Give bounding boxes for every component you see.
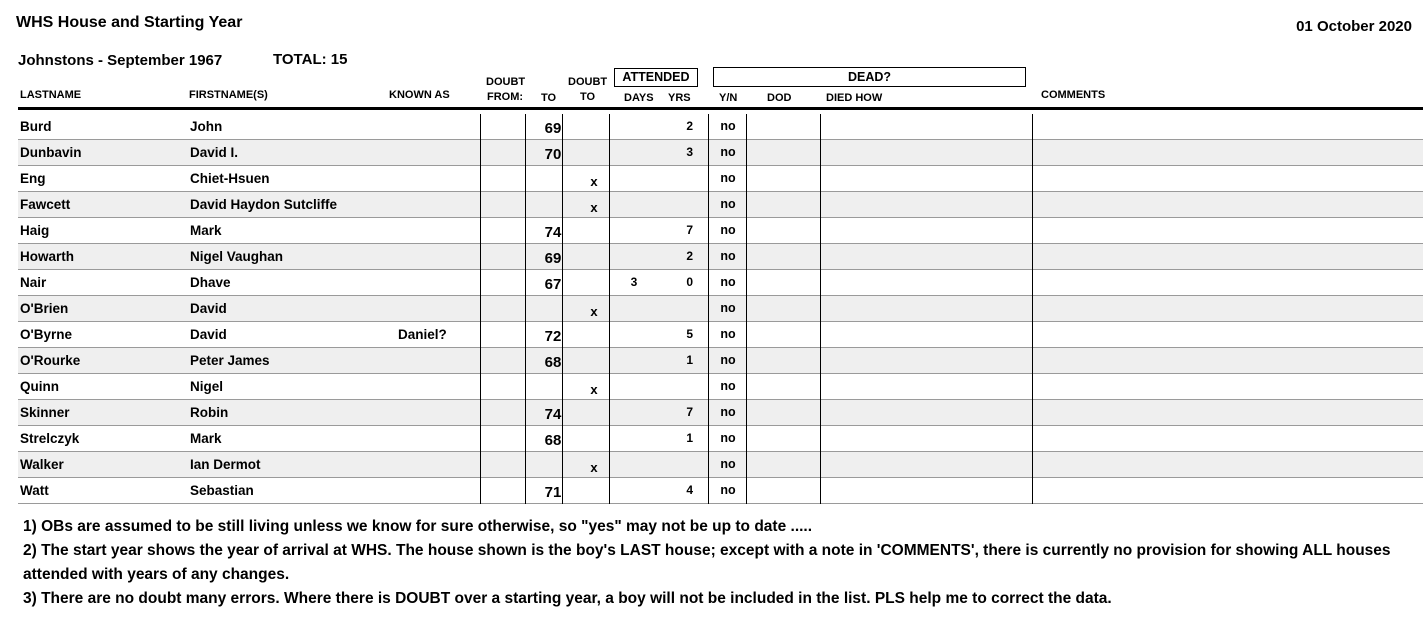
yrs-cell: 5 bbox=[686, 327, 693, 341]
to-year-cell: 70 bbox=[544, 146, 562, 163]
lastname-cell: Dunbavin bbox=[20, 145, 82, 160]
to-year-cell: 74 bbox=[544, 224, 562, 241]
lastname-cell: Walker bbox=[20, 457, 64, 472]
table-row bbox=[18, 478, 1423, 504]
firstname-cell: Nigel Vaughan bbox=[190, 249, 284, 264]
column-divider bbox=[820, 192, 821, 218]
yrs-cell bbox=[658, 192, 693, 217]
yrs-cell: 2 bbox=[686, 119, 693, 133]
dead-yn-cell: no bbox=[720, 249, 736, 263]
column-divider bbox=[820, 452, 821, 478]
column-divider bbox=[820, 400, 821, 426]
doubt-to-cell: x bbox=[590, 304, 598, 319]
column-divider bbox=[820, 244, 821, 270]
column-divider bbox=[820, 218, 821, 244]
column-divider bbox=[480, 192, 481, 218]
to-year-cell bbox=[526, 454, 580, 479]
to-year-cell: 72 bbox=[544, 328, 562, 345]
house-subtitle: Johnstons - September 1967 bbox=[18, 52, 223, 69]
to-year-cell: 74 bbox=[544, 406, 562, 423]
firstname-cell: David Haydon Sutcliffe bbox=[190, 197, 338, 212]
column-divider bbox=[480, 322, 481, 348]
column-divider bbox=[820, 140, 821, 166]
doubt-to-cell: x bbox=[590, 200, 598, 215]
yrs-cell: 0 bbox=[686, 275, 693, 289]
days-cell bbox=[610, 114, 658, 139]
dead-yn-cell: no bbox=[720, 457, 736, 471]
firstname-cell: Peter James bbox=[190, 353, 270, 368]
lastname-cell: Haig bbox=[20, 223, 50, 238]
firstname-cell: Mark bbox=[190, 431, 222, 446]
doubt-to-cell bbox=[580, 221, 608, 246]
days-cell bbox=[610, 140, 658, 165]
column-divider bbox=[480, 140, 481, 166]
table-row bbox=[18, 400, 1423, 426]
table-row bbox=[18, 348, 1423, 374]
to-year-cell: 71 bbox=[544, 484, 562, 501]
table-row bbox=[18, 270, 1423, 296]
doubt-to-cell bbox=[580, 247, 608, 272]
col-doubt-to-line2: TO bbox=[580, 91, 596, 103]
column-divider bbox=[1032, 114, 1033, 140]
column-divider bbox=[480, 478, 481, 504]
lastname-cell: Strelczyk bbox=[20, 431, 80, 446]
yrs-cell: 3 bbox=[686, 145, 693, 159]
column-divider bbox=[820, 426, 821, 452]
lastname-cell: Quinn bbox=[20, 379, 59, 394]
yrs-cell: 1 bbox=[686, 353, 693, 367]
dead-yn-cell: no bbox=[720, 197, 736, 211]
column-divider bbox=[1032, 244, 1033, 270]
doubt-to-cell: x bbox=[590, 174, 598, 189]
firstname-cell: Nigel bbox=[190, 379, 224, 394]
firstname-cell: Sebastian bbox=[190, 483, 254, 498]
table-row bbox=[18, 114, 1423, 140]
column-divider bbox=[1032, 218, 1033, 244]
days-cell bbox=[610, 400, 658, 425]
to-year-cell: 67 bbox=[544, 276, 562, 293]
yrs-cell bbox=[658, 296, 693, 321]
yrs-cell bbox=[658, 452, 693, 477]
table-row bbox=[18, 140, 1423, 166]
column-divider bbox=[480, 426, 481, 452]
yrs-cell: 7 bbox=[686, 223, 693, 237]
column-divider bbox=[480, 244, 481, 270]
col-dod: DOD bbox=[767, 92, 792, 104]
column-divider bbox=[1032, 296, 1033, 322]
report-date: 01 October 2020 bbox=[1296, 18, 1412, 35]
column-divider bbox=[1032, 348, 1033, 374]
dead-yn-cell: no bbox=[720, 275, 736, 289]
column-divider bbox=[820, 322, 821, 348]
dead-yn-cell: no bbox=[720, 353, 736, 367]
yrs-cell: 4 bbox=[686, 483, 693, 497]
days-cell bbox=[610, 426, 658, 451]
col-comments: COMMENTS bbox=[1041, 89, 1106, 101]
lastname-cell: Eng bbox=[20, 171, 46, 186]
col-doubt-from-line2: FROM: bbox=[487, 91, 524, 103]
days-cell bbox=[610, 296, 658, 321]
dead-yn-cell: no bbox=[720, 171, 736, 185]
lastname-cell: Howarth bbox=[20, 249, 74, 264]
yrs-cell: 7 bbox=[686, 405, 693, 419]
days-cell: 3 bbox=[630, 275, 638, 289]
header-divider bbox=[18, 107, 1423, 110]
doubt-to-cell bbox=[580, 117, 608, 142]
lastname-cell: Watt bbox=[20, 483, 49, 498]
yrs-cell: 1 bbox=[686, 431, 693, 445]
column-divider bbox=[1032, 478, 1033, 504]
lastname-cell: O'Brien bbox=[20, 301, 69, 316]
days-cell bbox=[610, 166, 658, 191]
column-divider bbox=[1032, 426, 1033, 452]
dead-yn-cell: no bbox=[720, 119, 736, 133]
days-cell bbox=[610, 218, 658, 243]
days-cell bbox=[610, 348, 658, 373]
col-yn: Y/N bbox=[719, 92, 738, 104]
to-year-cell bbox=[526, 376, 580, 401]
column-divider bbox=[1032, 140, 1033, 166]
column-divider bbox=[1032, 166, 1033, 192]
column-divider bbox=[480, 270, 481, 296]
known-as-cell: Daniel? bbox=[398, 327, 447, 342]
column-divider bbox=[480, 218, 481, 244]
column-divider bbox=[1032, 322, 1033, 348]
lastname-cell: Fawcett bbox=[20, 197, 71, 212]
column-divider bbox=[480, 114, 481, 140]
col-died-how: DIED HOW bbox=[826, 92, 883, 104]
firstname-cell: Mark bbox=[190, 223, 222, 238]
dead-yn-cell: no bbox=[720, 431, 736, 445]
doubt-to-cell bbox=[580, 143, 608, 168]
table-row bbox=[18, 244, 1423, 270]
lastname-cell: Nair bbox=[20, 275, 47, 290]
column-divider bbox=[1032, 374, 1033, 400]
column-divider bbox=[820, 374, 821, 400]
column-divider bbox=[480, 296, 481, 322]
column-divider bbox=[820, 296, 821, 322]
footnote-2: 2) The start year shows the year of arrival at WHS. The house shown is the boy's LAST house; except with a note in 'COMMENTS', there is currently no provision for showing ALL houses attended with years of any changes. bbox=[23, 542, 1391, 583]
firstname-cell: Dhave bbox=[190, 275, 231, 290]
firstname-cell: Ian Dermot bbox=[190, 457, 261, 472]
doubt-to-cell bbox=[580, 325, 608, 350]
column-divider bbox=[1032, 270, 1033, 296]
lastname-cell: O'Rourke bbox=[20, 353, 81, 368]
table-row bbox=[18, 166, 1423, 192]
column-divider bbox=[820, 348, 821, 374]
column-divider bbox=[820, 270, 821, 296]
column-divider bbox=[820, 478, 821, 504]
dead-group-header: DEAD? bbox=[713, 67, 1026, 87]
days-cell bbox=[610, 322, 658, 347]
firstname-cell: David bbox=[190, 301, 227, 316]
col-lastname: LASTNAME bbox=[20, 89, 82, 101]
yrs-cell bbox=[658, 166, 693, 191]
dead-yn-cell: no bbox=[720, 405, 736, 419]
col-days: DAYS bbox=[624, 92, 654, 104]
total-count: TOTAL: 15 bbox=[273, 51, 348, 68]
dead-yn-cell: no bbox=[720, 327, 736, 341]
table-row bbox=[18, 296, 1423, 322]
dead-yn-cell: no bbox=[720, 379, 736, 393]
dead-yn-cell: no bbox=[720, 301, 736, 315]
doubt-to-cell bbox=[580, 351, 608, 376]
yrs-cell: 2 bbox=[686, 249, 693, 263]
column-divider bbox=[1032, 452, 1033, 478]
firstname-cell: David bbox=[190, 327, 227, 342]
table-row bbox=[18, 452, 1423, 478]
dead-yn-cell: no bbox=[720, 223, 736, 237]
table-row bbox=[18, 192, 1423, 218]
table-row bbox=[18, 218, 1423, 244]
firstname-cell: John bbox=[190, 119, 223, 134]
to-year-cell bbox=[526, 168, 580, 193]
col-to: TO bbox=[541, 92, 557, 104]
yrs-cell bbox=[658, 374, 693, 399]
doubt-to-cell: x bbox=[590, 382, 598, 397]
doubt-to-cell bbox=[580, 403, 608, 428]
to-year-cell bbox=[526, 194, 580, 219]
dead-yn-cell: no bbox=[720, 483, 736, 497]
days-cell bbox=[610, 244, 658, 269]
attended-group-header: ATTENDED bbox=[614, 68, 698, 87]
firstname-cell: David I. bbox=[190, 145, 239, 160]
to-year-cell: 69 bbox=[544, 250, 562, 267]
lastname-cell: O'Byrne bbox=[20, 327, 72, 342]
to-year-cell: 68 bbox=[544, 432, 562, 449]
to-year-cell: 68 bbox=[544, 354, 562, 371]
column-divider bbox=[480, 400, 481, 426]
col-doubt-to-line1: DOUBT bbox=[568, 76, 608, 88]
days-cell bbox=[610, 452, 658, 477]
column-divider bbox=[820, 166, 821, 192]
doubt-to-cell bbox=[580, 273, 608, 298]
firstname-cell: Robin bbox=[190, 405, 229, 420]
col-doubt-from-line1: DOUBT bbox=[486, 76, 526, 88]
column-divider bbox=[1032, 400, 1033, 426]
lastname-cell: Burd bbox=[20, 119, 52, 134]
days-cell bbox=[610, 478, 658, 503]
roster-table bbox=[18, 114, 1423, 504]
column-divider bbox=[1032, 192, 1033, 218]
column-divider bbox=[480, 166, 481, 192]
column-divider bbox=[480, 348, 481, 374]
days-cell bbox=[610, 374, 658, 399]
days-cell bbox=[610, 192, 658, 217]
doubt-to-cell bbox=[580, 481, 608, 506]
col-yrs: YRS bbox=[668, 92, 691, 104]
footnote-1: 1) OBs are assumed to be still living unless we know for sure otherwise, so "yes" may not be up to date ..... bbox=[23, 518, 813, 535]
dead-yn-cell: no bbox=[720, 145, 736, 159]
table-row bbox=[18, 322, 1423, 348]
doubt-to-cell bbox=[580, 429, 608, 454]
to-year-cell bbox=[526, 298, 580, 323]
column-divider bbox=[820, 114, 821, 140]
table-row bbox=[18, 374, 1423, 400]
firstname-cell: Chiet-Hsuen bbox=[190, 171, 270, 186]
lastname-cell: Skinner bbox=[20, 405, 70, 420]
footnotes bbox=[23, 515, 1418, 611]
page-title: WHS House and Starting Year bbox=[16, 14, 243, 31]
col-firstnames: FIRSTNAME(S) bbox=[189, 89, 268, 101]
doubt-to-cell: x bbox=[590, 460, 598, 475]
col-known-as: KNOWN AS bbox=[389, 89, 450, 101]
to-year-cell: 69 bbox=[544, 120, 562, 137]
footnote-3: 3) There are no doubt many errors. Where there is DOUBT over a starting year, a boy will not be included in the list. PLS help me to correct the data. bbox=[23, 590, 1112, 607]
table-row bbox=[18, 426, 1423, 452]
column-divider bbox=[480, 374, 481, 400]
column-divider bbox=[480, 452, 481, 478]
